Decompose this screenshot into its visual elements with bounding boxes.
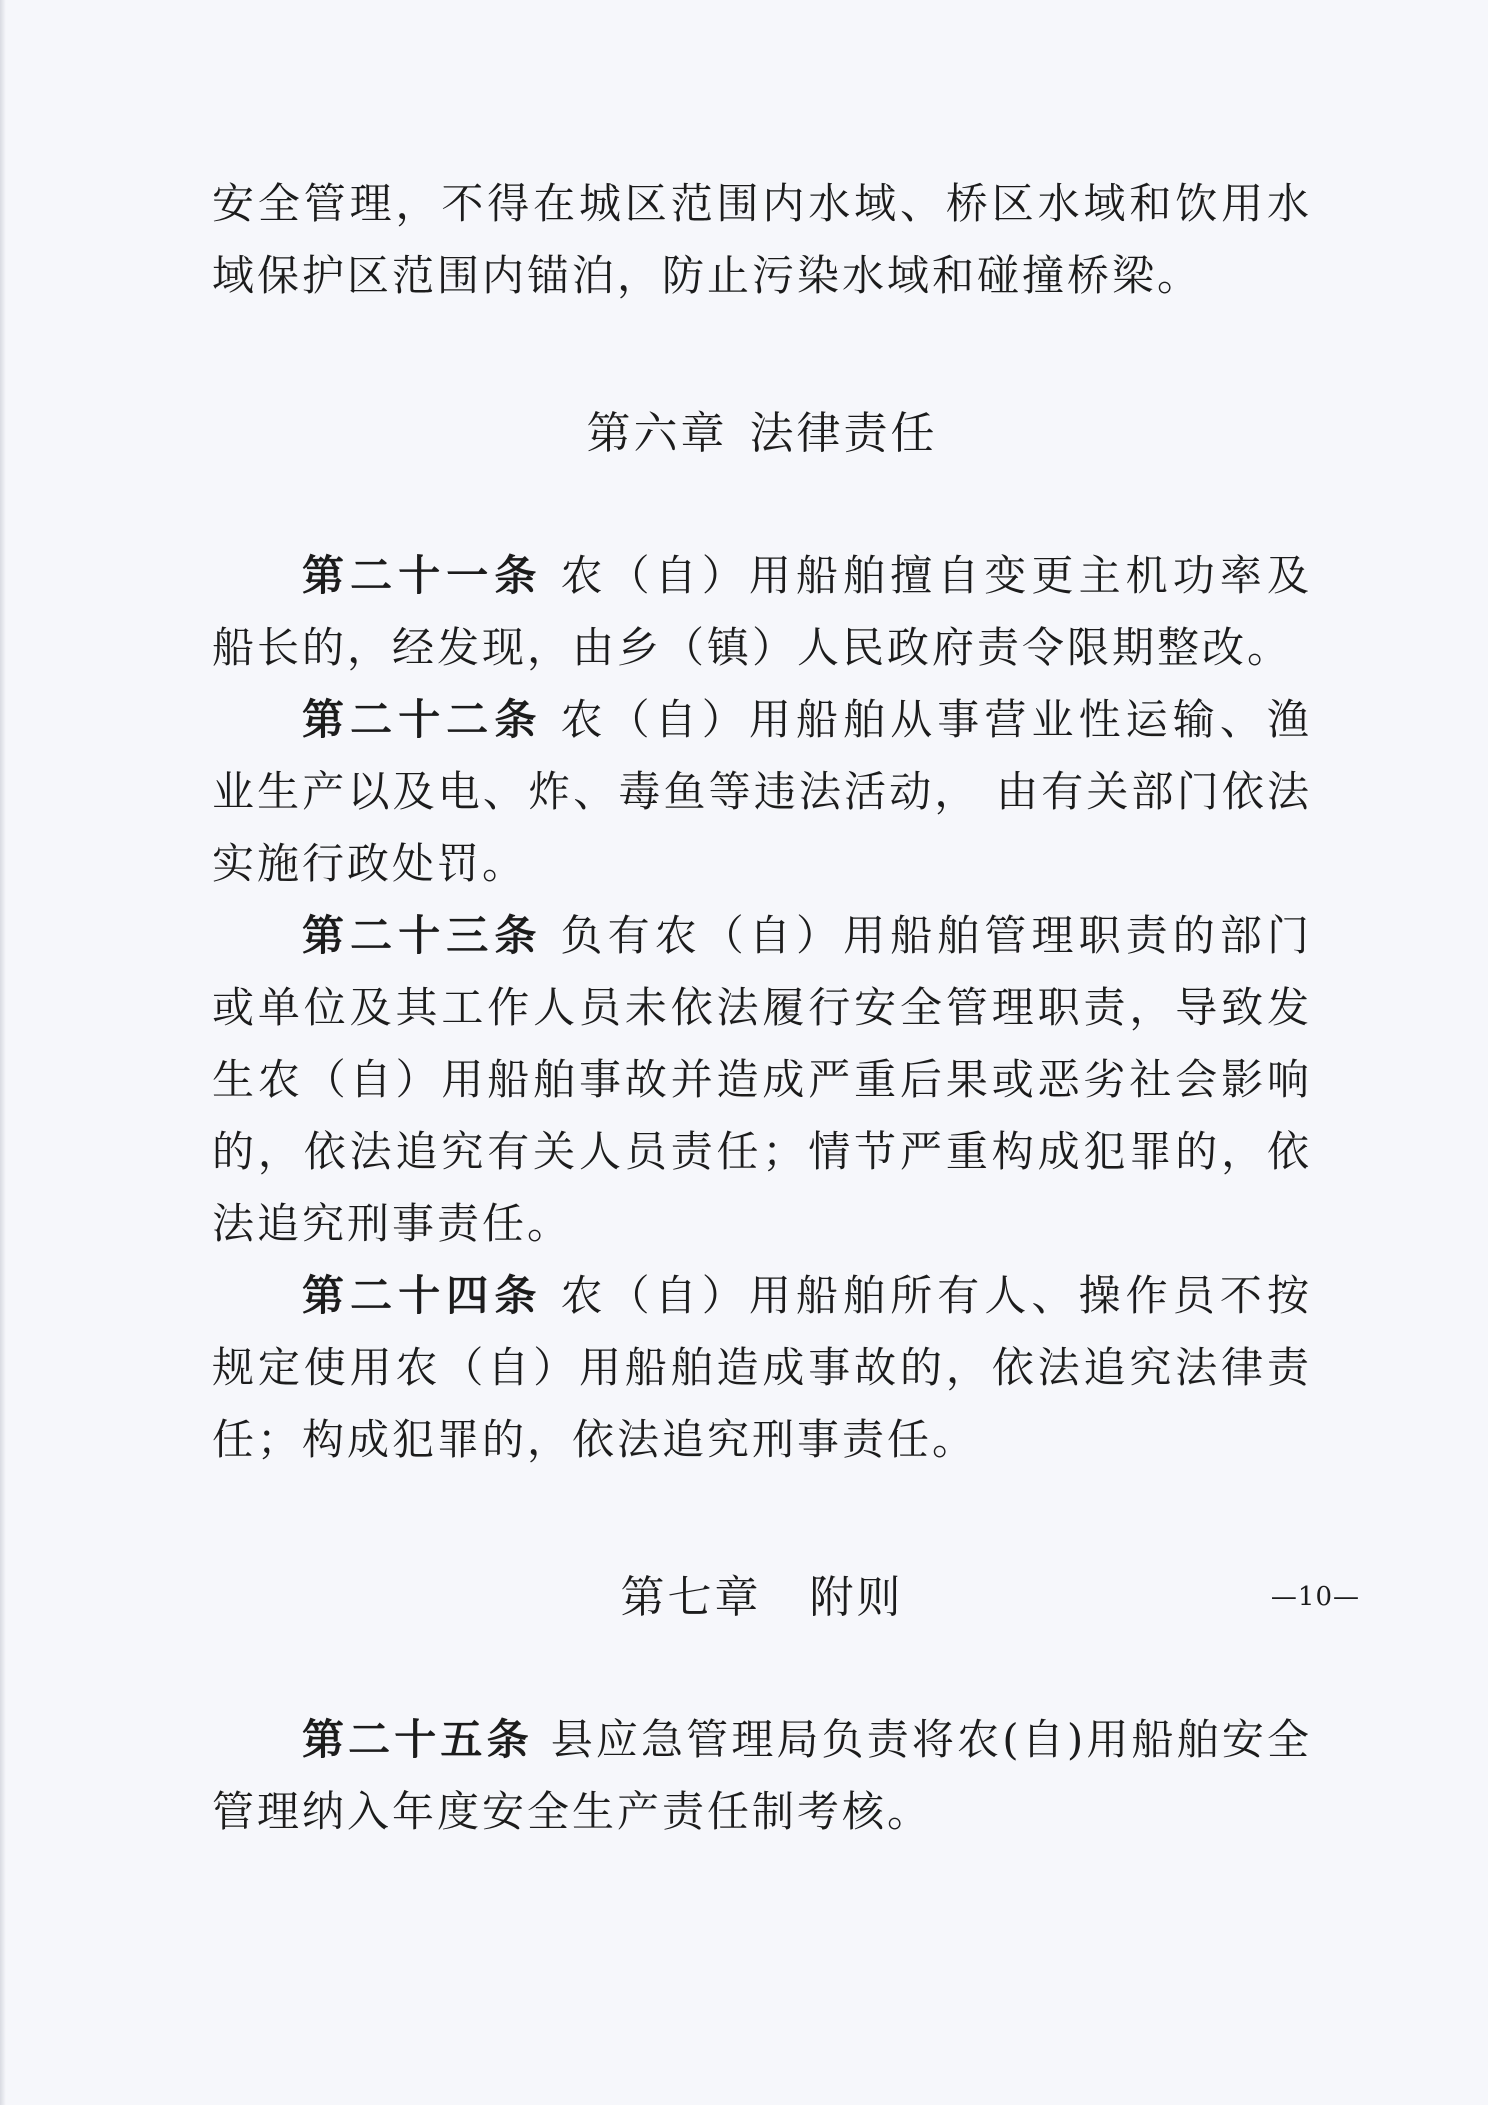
chapter-heading-6 [212,398,1312,470]
article-number: 第二十三条 [302,911,543,960]
spacer [212,1476,1312,1562]
article-text: 农（自）用船舶擅自变更主机功率及船长的，经发现，由乡（镇）人民政府责令限期整改。 [212,551,1312,672]
scan-edge-shadow [0,0,6,2105]
document-body [212,168,1312,1848]
page-number: —10— [1270,1582,1360,1612]
article-21 [212,540,1312,684]
spacer [212,1634,1312,1704]
spacer [212,312,1312,398]
article-23 [212,900,1312,1260]
article-text: 农（自）用船舶所有人、操作员不按规定使用农（自）用船舶造成事故的，依法追究法律责任；构成犯罪的，依法追究刑事责任。 [212,1271,1312,1464]
article-number: 第二十一条 [302,551,543,600]
article-text: 负有农（自）用船舶管理职责的部门或单位及其工作人员未依法履行安全管理职责，导致发生农（自）用船舶事故并造成严重后果或恶劣社会影响的，依法追究有关人员责任；情节严重构成犯罪的，依法追究刑事责任。 [212,911,1312,1248]
article-24 [212,1260,1312,1476]
article-25 [212,1704,1312,1848]
chapter-number: 第六章 [586,408,728,459]
article-text: 农（自）用船舶从事营业性运输、渔业生产以及电、炸、毒鱼等违法活动， 由有关部门依法实施行政处罚。 [212,695,1312,888]
intro-paragraph: 安全管理，不得在城区范围内水域、桥区水域和饮用水域保护区范围内锚泊，防止污染水域和碰撞桥梁。 [212,179,1312,300]
article-number: 第二十二条 [302,695,543,744]
chapter-number: 第七章 [620,1572,762,1623]
article-number: 第二十四条 [302,1271,543,1320]
spacer [212,470,1312,540]
chapter-heading-7 [212,1562,1312,1634]
chapter-name: 附则 [809,1572,904,1623]
article-text: 县应急管理局负责将农(自)用船舶安全管理纳入年度安全生产责任制考核。 [212,1715,1312,1836]
article-number: 第二十五条 [302,1715,533,1764]
chapter-name: 法律责任 [749,408,938,459]
article-22 [212,684,1312,900]
